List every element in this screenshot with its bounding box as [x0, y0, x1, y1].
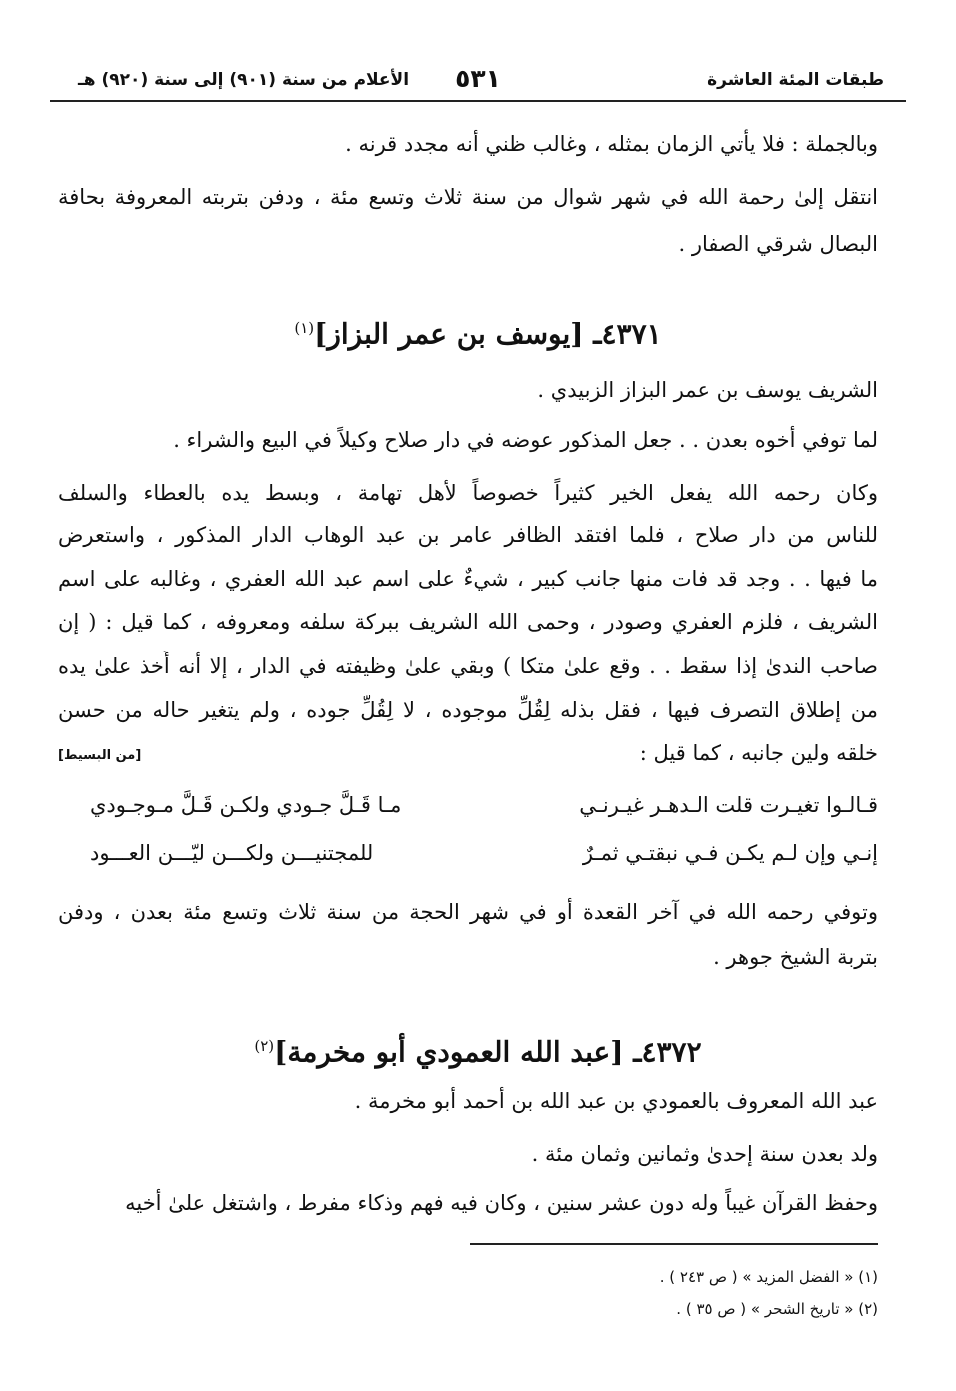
verse-hemistich-second: للمجتنيـــن ولكـــن ليّـــن العـــود — [90, 841, 374, 865]
footnote-ref[interactable]: (١) — [294, 319, 315, 337]
body-line: وحفظ القرآن غيباً وله دون عشر سنين ، وكان فيه فهم وذكاء مفرط ، واشتغل علىٰ أخيه — [125, 1191, 878, 1215]
footnote: (٢) « تاريخ الشحر » ( ص ٣٥ ) . — [676, 1300, 878, 1318]
body-line: وكان رحمه الله يفعل الخير كثيراً خصوصاً لأهل تهامة ، وبسط يده بالعطاء والسلف — [58, 481, 878, 505]
body-line: من إطلاق التصرف فيها ، فقل بذله لِقُلِّ موجوده ، لا لِقُلِّ جوده ، ولم يتغير حاله من حسن — [58, 698, 878, 722]
body-line: انتقل إلىٰ رحمة الله في شهر شوال من سنة ثلاث وتسع مئة ، ودفن بتربته المعروفة بحافة — [58, 185, 878, 209]
body-line: لما توفي أخوه بعدن . . جعل المذكور عوضه في دار صلاح وكيلاً في البيع والشراء . — [173, 428, 878, 452]
page-header — [50, 62, 906, 102]
body-line: خلقه ولين جانبه ، كما قيل : — [639, 741, 878, 765]
body-line: ما فيها . . وجد قد فات منها جانب كبير ، شيءٌ على اسم عبد الله العفري ، وغالبه على اسم — [58, 567, 878, 591]
footnote-ref[interactable]: (٢) — [254, 1037, 275, 1055]
entry-heading — [60, 308, 896, 354]
body-line: ولد بعدن سنة إحدىٰ وثمانين وثمان مئة . — [531, 1142, 878, 1166]
entry-heading — [60, 1026, 896, 1072]
entry-title: ٤٣٧٢ـ [عبد الله العمودي أبو مخرمة] — [274, 1035, 702, 1069]
body-line: البصال شرقي الصفار . — [678, 232, 878, 256]
header-divider — [50, 100, 906, 102]
body-line: للناس من دار صلاح ، فلما افتقد الظافر عامر بن عبد الوهاب الدار المذكور ، واستعرض — [58, 523, 878, 547]
running-title: طبقات المئة العاشرة — [707, 70, 884, 90]
body-line: وبالجملة : فلا يأتي الزمان بمثله ، وغالب ظني أنه مجدد قرنه . — [345, 132, 878, 156]
footnote: (١) « الفضل المزيد » ( ص ٢٤٣ ) . — [659, 1268, 878, 1286]
verse-hemistich-first: قـالـوا تغيـرت قلت الـدهـر غيـرنـي — [579, 793, 878, 817]
body-line: وتوفي رحمه الله في آخر القعدة أو في شهر الحجة من سنة ثلاث وتسع مئة بعدن ، ودفن — [58, 900, 878, 924]
body-line: عبد الله المعروف بالعمودي بن عبد الله بن أحمد أبو مخرمة . — [354, 1089, 878, 1113]
entry-title: ٤٣٧١ـ [يوسف بن عمر البزاز] — [314, 317, 662, 351]
body-line: الشريف ، فلزم العفري وصودر ، وحمى الله الشريف ببركة سلفه ومعروفه ، كما قيل : ( إن — [58, 610, 878, 634]
verse-hemistich-first: إنـي وإن لـم يكـن فـي نبقتـي ثمـرٌ — [582, 841, 878, 865]
body-line: صاحب الندىٰ إذا سقط . . وقع علىٰ متكا ) وبقي علىٰ وظيفته في الدار ، إلا أنه أُخذ علىٰ يده — [58, 654, 878, 678]
footnote-divider — [470, 1243, 878, 1245]
running-subtitle: الأعلام من سنة (٩٠١) إلى سنة (٩٢٠) هـ — [78, 70, 410, 90]
body-line: الشريف يوسف بن عمر البزاز الزبيدي . — [537, 378, 878, 402]
verse-hemistich-second: مـا قَـلَّ جـودي ولكـن قَـلَّ مـوجـودي — [90, 793, 402, 817]
body-line: بتربة الشيخ جوهر . — [713, 945, 878, 969]
meter-label: [من البسيط] — [58, 748, 142, 763]
page-number: ٥٣١ — [455, 64, 501, 93]
